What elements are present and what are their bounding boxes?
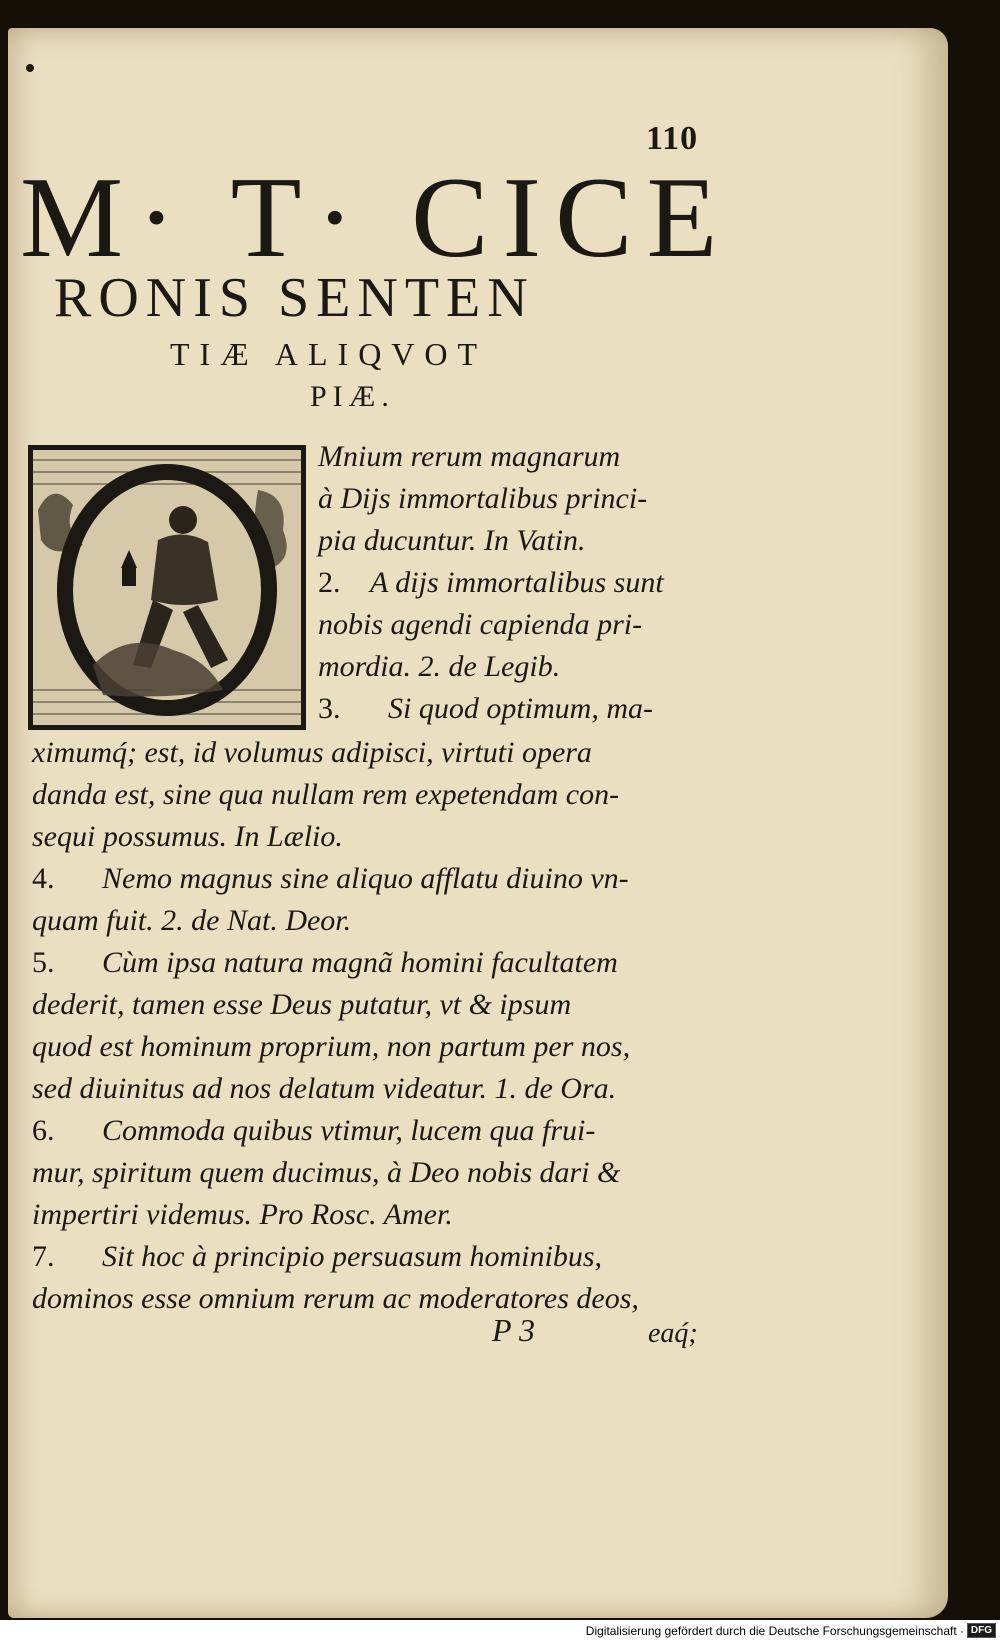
text-line-numbered [32,864,629,894]
text-line: nobis agendi capienda pri- [318,608,643,641]
text-content: Commoda quibus vtimur, lucem qua frui- [102,1114,596,1147]
text-line: dederit, tamen esse Deus putatur, vt & ipsum [32,988,572,1021]
text-line-numbered [318,568,664,598]
text-line: ximumq́; est, id volumus adipisci, virtuti opera [32,736,592,769]
catchword: eaq́; [648,1318,698,1349]
text-line: danda est, sine qua nullam rem expetendam con- [32,778,620,811]
text-line: pia ducuntur. In Vatin. [318,524,586,557]
sentence-number: 7. [32,1240,55,1273]
text-content: A dijs immortalibus sunt [370,566,664,599]
title-line-3: TIÆ ALIQVOT [170,336,488,372]
text-content: Sit hoc à principio persuasum hominibus, [102,1240,602,1273]
sentence-number: 6. [32,1114,55,1147]
text-line: mur, spiritum quem ducimus, à Deo nobis dari & [32,1156,621,1189]
text-line: quod est hominum proprium, non partum per nos, [32,1030,631,1063]
text-line: à Dijs immortalibus princi- [318,482,648,515]
title-line-2: RONIS SENTEN [54,267,535,329]
text-line-numbered [32,1242,602,1272]
sentence-number: 4. [32,862,55,895]
text-line-numbered [32,1116,595,1146]
text-line: mordia. 2. de Legib. [318,650,561,683]
sentence-number: 3. [318,692,341,725]
ink-spot [26,64,34,72]
text-line: Mnium rerum magnarum [318,440,621,473]
dfg-logo: DFG [967,1623,996,1638]
title-line-4: PIÆ. [310,380,395,413]
text-line: sequi possumus. In Lælio. [32,820,343,853]
title-line-1: M· T· CICE [20,154,732,282]
text-line: impertiri videmus. Pro Rosc. Amer. [32,1198,453,1231]
text-line: sed diuinitus ad nos delatum videatur. 1. de Ora. [32,1072,617,1105]
page-number: 110 [646,120,699,157]
text-line-numbered [318,694,653,724]
text-content: Cùm ipsa natura magnã homini facultatem [102,946,618,979]
text-content: Nemo magnus sine aliquo afflatu diuino vn- [102,862,629,895]
signature-mark: P 3 [492,1312,535,1348]
text-line: quam fuit. 2. de Nat. Deor. [32,904,352,937]
text-line: dominos esse omnium rerum ac moderatores deos, [32,1282,639,1315]
text-line-numbered [32,948,618,978]
woodcut-illustration [33,450,301,725]
sentence-number: 5. [32,946,55,979]
decorated-initial-woodcut [28,445,306,730]
text-content: Si quod optimum, ma- [388,692,653,725]
sentence-number: 2. [318,566,341,599]
funding-credit: Digitalisierung gefördert durch die Deutsche Forschungsgemeinschaft · [585,1624,964,1638]
